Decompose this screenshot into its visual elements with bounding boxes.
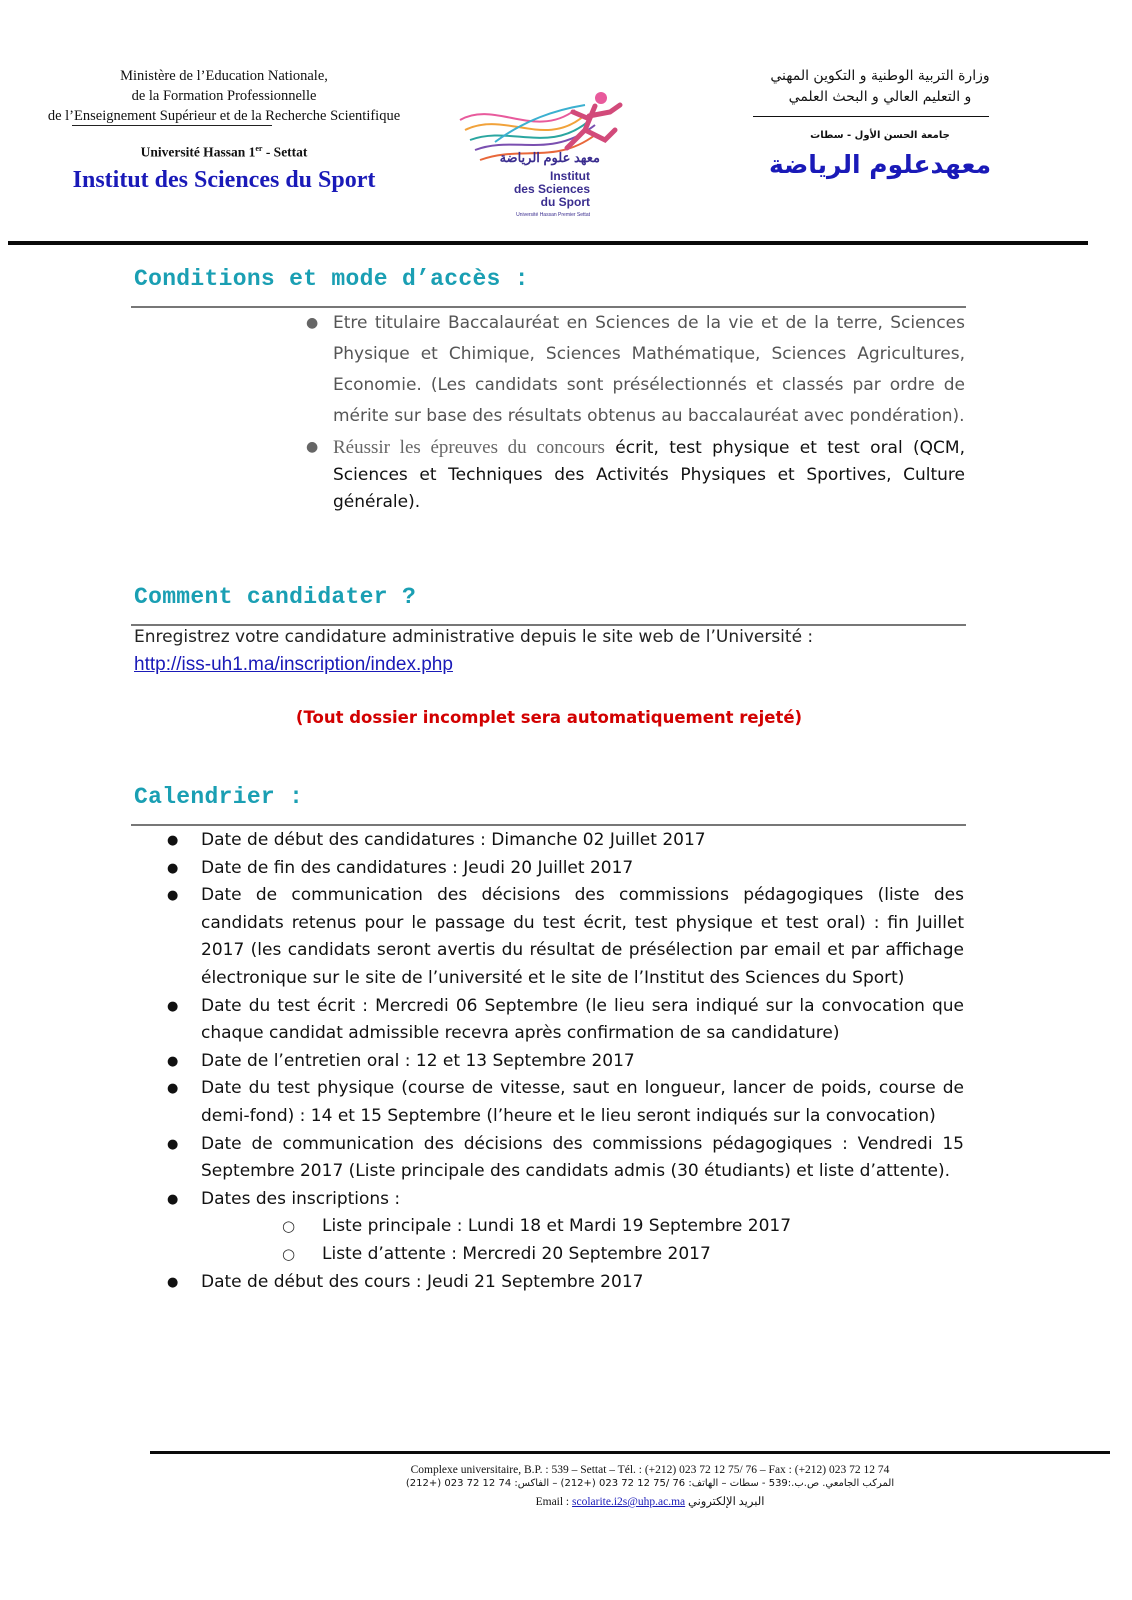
section-title-calendar: Calendrier : bbox=[134, 784, 304, 810]
incomplete-warning: (Tout dossier incomplet sera automatiquement rejeté) bbox=[295, 708, 803, 727]
logo-subtitle: Université Hassan Premier Settat bbox=[516, 212, 590, 218]
calendar-item: ● Date de communication des décisions des commissions pédagogiques : Vendredi 15 Septembre 2017 (Liste principale des candidats admis (30 étudiants) et liste d’attente). bbox=[164, 1131, 964, 1186]
calendar-list bbox=[164, 827, 964, 1296]
logo-arabic-text: معهد علوم الرياضة bbox=[499, 150, 600, 165]
ministry-fr-line-2: de la Formation Professionnelle bbox=[131, 88, 317, 104]
bullet-icon: ● bbox=[167, 888, 179, 904]
section-divider bbox=[131, 824, 966, 826]
underline bbox=[72, 125, 272, 126]
hollow-bullet-icon: ○ bbox=[282, 1244, 296, 1263]
footer-address-ar: المركب الجامعي. ص.ب.:539 - سطات – الهاتف: 76 /75 12 72 023 (+212) – الفاكس: 74 12 72 023 (+212) bbox=[405, 1478, 895, 1489]
institute-name-ar: معهدعلوم الرياضة bbox=[768, 150, 992, 179]
footer-address-fr: Complexe universitaire, B.P. : 539 – Settat – Tél. : (+212) 023 72 12 75/ 76 – Fax : (+212) 023 72 12 74 bbox=[410, 1464, 890, 1476]
sublist-item: ○ Liste d’attente : Mercredi 20 Septembre 2017 bbox=[164, 1241, 964, 1269]
university-name-fr: Université Hassan 1er - Settat bbox=[140, 144, 308, 160]
footer-divider bbox=[150, 1451, 1110, 1454]
list-item: ● Réussir les épreuves du concours écrit, test physique et test oral (QCM, Sciences et Techniques des Activités Physiques et Sportives, Culture générale). bbox=[300, 434, 965, 516]
bullet-icon: ● bbox=[167, 860, 179, 876]
inscription-link[interactable]: http://iss-uh1.ma/inscription/index.php bbox=[134, 654, 453, 675]
calendar-item: ● Date de l’entretien oral : 12 et 13 Septembre 2017 bbox=[164, 1048, 964, 1076]
sublist-item: ○ Liste principale : Lundi 18 et Mardi 19 Septembre 2017 bbox=[164, 1213, 964, 1241]
logo-text: Institut des Sciences du Sport bbox=[513, 169, 590, 209]
conditions-list bbox=[300, 308, 965, 516]
calendar-item: ● Date de début des cours : Jeudi 21 Septembre 2017 bbox=[164, 1269, 964, 1297]
bullet-icon: ● bbox=[167, 998, 179, 1014]
bullet-icon: ● bbox=[167, 1053, 179, 1069]
section-divider bbox=[131, 624, 966, 626]
header-ar-divider bbox=[753, 116, 989, 117]
bullet-icon: ● bbox=[167, 1136, 179, 1152]
list-item: ● Etre titulaire Baccalauréat en Sciences de la vie et de la terre, Sciences Physique et Chimique, Sciences Mathématique, Sciences Agricultures, Economie. (Les candidats sont présélectionnés et classés par ordre de mérite sur base des résultats obtenus au baccalauréat avec pondération). bbox=[300, 308, 965, 432]
ministry-ar bbox=[740, 66, 1020, 108]
bullet-icon: ● bbox=[306, 315, 319, 331]
institute-name-fr: Institut des Sciences du Sport bbox=[72, 167, 376, 193]
calendar-item: ● Date de fin des candidatures : Jeudi 20 Juillet 2017 bbox=[164, 855, 964, 883]
apply-instructions: Enregistrez votre candidature administrative depuis le site web de l’Université : bbox=[134, 627, 814, 647]
ministry-ar-line-1: وزارة التربية الوطنية و التكوين المهني bbox=[770, 68, 990, 84]
calendar-item: ● Date de début des candidatures : Dimanche 02 Juillet 2017 bbox=[164, 827, 964, 855]
bullet-icon: ● bbox=[167, 1191, 179, 1207]
email-link[interactable]: scolarite.i2s@uhp.ac.ma bbox=[572, 1496, 686, 1508]
ministry-fr-line-1: Ministère de l’Education Nationale, bbox=[120, 68, 328, 84]
ministry-ar-line-2: و التعليم العالي و البحث العلمي bbox=[788, 89, 972, 105]
inscriptions-sublist bbox=[164, 1213, 964, 1268]
bullet-icon: ● bbox=[167, 1081, 179, 1097]
footer-email: Email : scolarite.i2s@uhp.ac.ma البريد الإلكتروني bbox=[535, 1496, 765, 1508]
calendar-item: ● Date de communication des décisions des commissions pédagogiques (liste des candidats retenus pour le passage du test écrit, test physique et test oral) : fin Juillet 2017 (les candidats seront avertis du résultat de présélection par email et par affichage électronique sur le site de l’université et le site de l’Institut des Sciences du Sport) bbox=[164, 882, 964, 992]
calendar-item: ● Date du test écrit : Mercredi 06 Septembre (le lieu sera indiqué sur la convocation que chaque candidat admissible recevra après confirmation de sa candidature) bbox=[164, 993, 964, 1048]
bullet-icon: ● bbox=[167, 1274, 179, 1290]
hollow-bullet-icon: ○ bbox=[282, 1217, 296, 1236]
ministry-fr bbox=[18, 66, 430, 126]
calendar-item: ● Date du test physique (course de vitesse, saut en longueur, lancer de poids, course de demi-fond) : 14 et 15 Septembre (l’heure et le lieu seront indiqués sur la convocation) bbox=[164, 1075, 964, 1130]
bullet-icon: ● bbox=[167, 833, 179, 848]
calendar-item: ● Dates des inscriptions : ○ Liste principale : Lundi 18 et Mardi 19 Septembre 2017 ○ Liste d’attente : Mercredi 20 Septembre 2017 bbox=[164, 1186, 964, 1269]
header-divider bbox=[8, 241, 1088, 245]
section-title-apply: Comment candidater ? bbox=[134, 584, 417, 610]
bullet-icon: ● bbox=[306, 439, 319, 455]
ministry-fr-line-3: de l’Enseignement Supérieur et de la Recherche Scientifique bbox=[47, 108, 401, 124]
university-name-ar: جامعة الحسن الأول - سطات bbox=[810, 130, 950, 141]
section-title-conditions: Conditions et mode d’accès : bbox=[134, 266, 529, 292]
